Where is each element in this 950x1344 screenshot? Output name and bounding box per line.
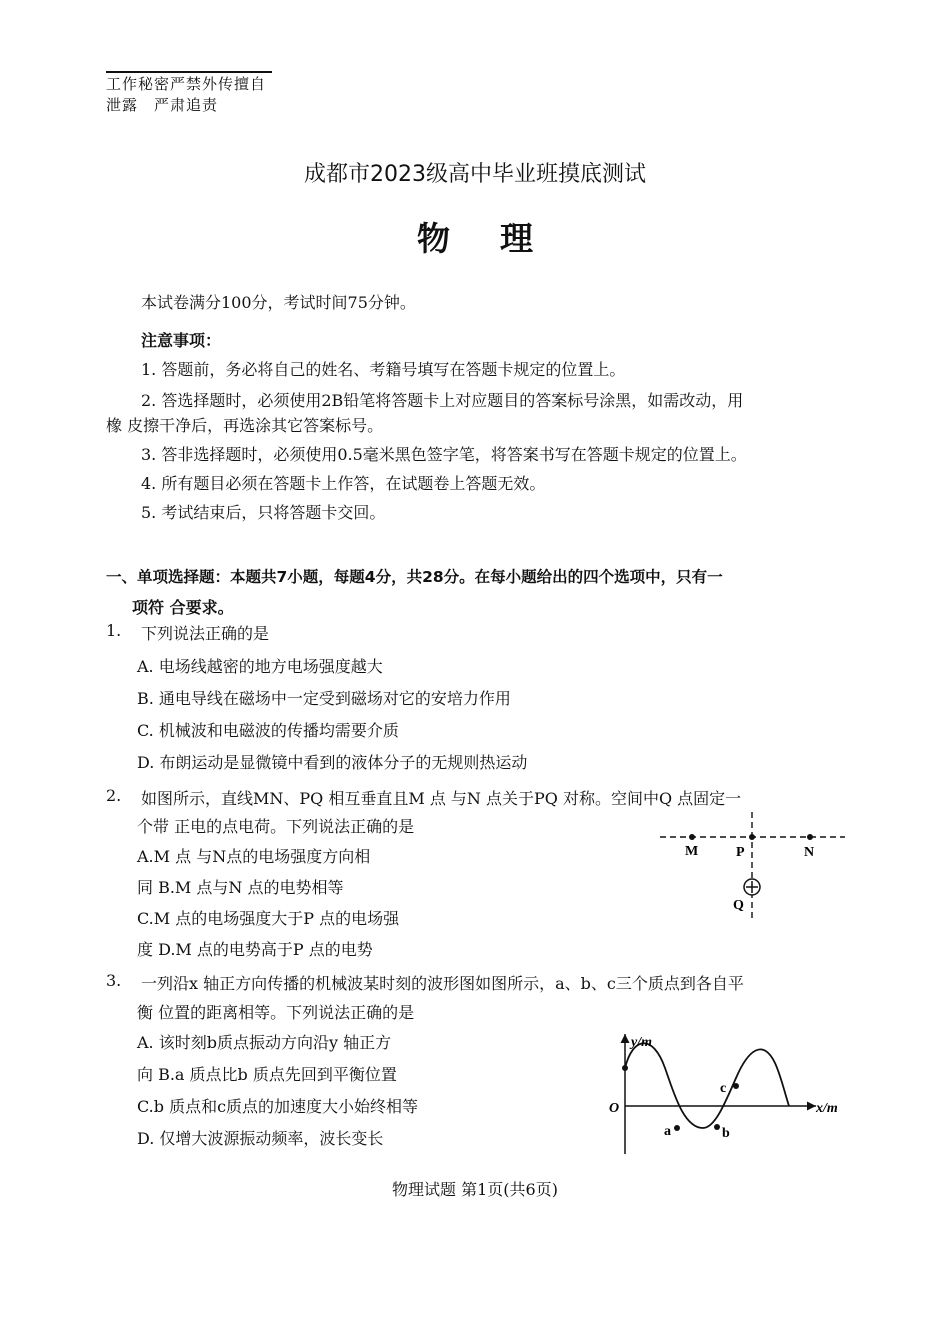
option-b: B. 通电导线在磁场中一定受到磁场对它的安培力作用 [137, 689, 511, 708]
option-line: C.b 质点和c质点的加速度大小始终相等 [137, 1097, 419, 1116]
option-d: D. 布朗运动是显微镜中看到的液体分子的无规则热运动 [137, 753, 528, 772]
label-c: c [720, 1081, 727, 1096]
option-line: A.M 点 与N点的电场强度方向相 [137, 847, 371, 866]
q3-wave-figure [603, 1028, 848, 1158]
question-stem-continuation: 衡 位置的距离相等。下列说法正确的是 [137, 1003, 415, 1022]
question-stem: 一列沿x 轴正方向传播的机械波某时刻的波形图如图所示，a、b、c三个质点到各自平 [141, 974, 744, 993]
note-item: 1. 答题前，务必将自己的姓名、考籍号填写在答题卡规定的位置上。 [141, 360, 626, 379]
note-item: 2. 答选择题时，必须使用2B铅笔将答题卡上对应题目的答案标号涂黑，如需改动，用 [141, 391, 744, 410]
note-item: 4. 所有题目必须在答题卡上作答，在试题卷上答题无效。 [141, 474, 546, 493]
question-stem: 如图所示，直线MN、PQ 相互垂直且M 点 与N 点关于PQ 对称。空间中Q 点固定一 [141, 789, 742, 808]
point-m [689, 834, 695, 840]
option-line: 向 B.a 质点比b 质点先回到平衡位置 [137, 1065, 397, 1084]
point-n [807, 834, 813, 840]
page-footer: 物理试题 第1页(共6页) [392, 1180, 558, 1199]
point-b [714, 1124, 720, 1130]
option-line: D. 仅增大波源振动频率，波长变长 [137, 1129, 384, 1148]
exam-intro: 本试卷满分100分，考试时间75分钟。 [141, 293, 416, 312]
note-item-continuation: 橡 皮擦干净后，再选涂其它答案标号。 [106, 416, 384, 435]
wave-curve [625, 1043, 789, 1128]
label-n: N [804, 845, 815, 860]
q2-field-figure [655, 810, 850, 922]
label-b: b [722, 1126, 730, 1141]
point-p [749, 834, 755, 840]
option-line: 度 D.M 点的电势高于P 点的电势 [137, 940, 373, 959]
question-number: 2. [106, 786, 122, 805]
subject-title: 物理 [417, 219, 583, 258]
point-a [674, 1125, 680, 1131]
option-line: A. 该时刻b质点振动方向沿y 轴正方 [137, 1033, 392, 1052]
question-stem: 下列说法正确的是 [141, 624, 270, 643]
section-heading: 一、单项选择题：本题共7小题，每题4分，共28分。在每小题给出的四个选项中，只有一 [106, 568, 723, 586]
option-line: C.M 点的电场强度大于P 点的电场强 [137, 909, 400, 928]
label-a: a [664, 1124, 671, 1139]
confidential-notice: 工作秘密严禁外传擅自泄露 严肃追责 [106, 71, 272, 116]
label-m: M [685, 844, 699, 859]
note-item: 5. 考试结束后，只将答题卡交回。 [141, 503, 386, 522]
question-number: 3. [106, 971, 122, 990]
x-axis-label: x/m [816, 1101, 838, 1116]
option-c: C. 机械波和电磁波的传播均需要介质 [137, 721, 399, 740]
option-a: A. 电场线越密的地方电场强度越大 [137, 657, 383, 676]
wave-point-origin [622, 1065, 628, 1071]
label-q: Q [733, 898, 744, 913]
notes-heading: 注意事项： [141, 331, 222, 350]
section-heading-continuation: 项符 合要求。 [132, 598, 234, 617]
exam-title: 成都市2023级高中毕业班摸底测试 [304, 162, 646, 187]
question-number: 1. [106, 621, 122, 640]
origin-label: O [609, 1101, 620, 1116]
label-p: P [736, 845, 745, 860]
y-axis-label: y/m [631, 1035, 652, 1050]
option-line: 同 B.M 点与N 点的电势相等 [137, 878, 344, 897]
note-item: 3. 答非选择题时，必须使用0.5毫米黑色签字笔，将答案书写在答题卡规定的位置上。 [141, 445, 747, 464]
point-c [733, 1083, 739, 1089]
question-stem-continuation: 个带 正电的点电荷。下列说法正确的是 [137, 817, 415, 836]
